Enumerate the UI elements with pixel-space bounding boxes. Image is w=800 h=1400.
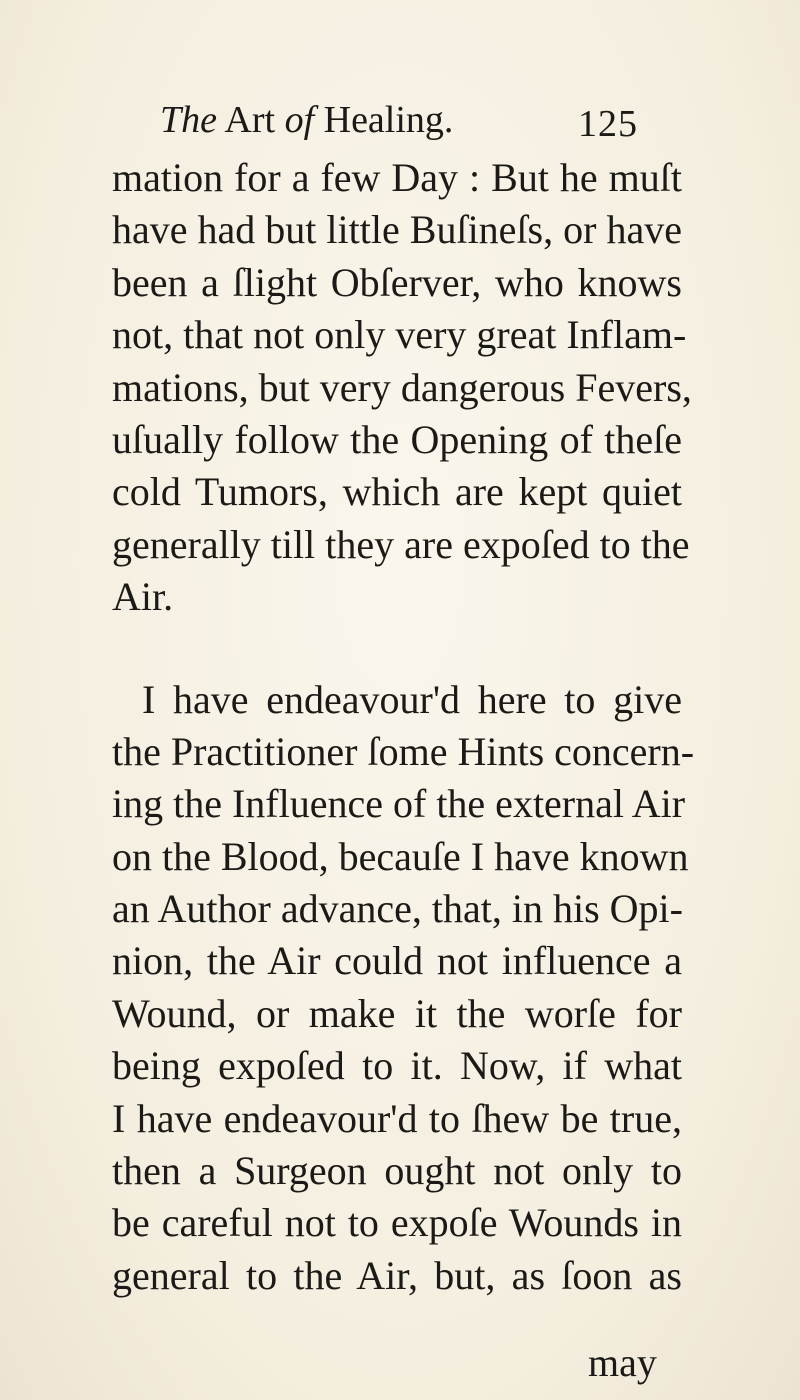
running-title-art: Art: [224, 99, 276, 141]
text-line: uſually follow the Opening of theſe: [112, 416, 682, 462]
body-text: [112, 152, 695, 1302]
text-line: generally till they are expoſed to the: [112, 521, 690, 567]
running-title-the: The: [160, 99, 217, 141]
running-header: [160, 98, 660, 150]
text-line: the Practitioner ſome Hints concern-: [112, 728, 695, 774]
text-line: nion, the Air could not influence a: [112, 938, 682, 984]
running-title: [160, 98, 453, 142]
text-line: be careful not to expoſe Wounds in: [112, 1200, 682, 1246]
paragraph-1: [112, 152, 692, 624]
text-line: not, that not only very great Inflam-: [112, 312, 687, 358]
text-line: on the Blood, becauſe I have known: [112, 833, 689, 879]
text-line: mations, but very dangerous Fevers,: [112, 364, 692, 410]
text-line: been a ſlight Obſerver, who knows: [112, 259, 682, 305]
paragraph-gap: [112, 624, 682, 674]
text-line: cold Tumors, which are kept quiet: [112, 469, 682, 515]
running-title-of: of: [284, 99, 315, 141]
text-line: general to the Air, but, as ſoon as: [112, 1252, 682, 1298]
text-line: I have endeavour'd to ſhew be true,: [112, 1095, 682, 1141]
text-line: an Author advance, that, in his Opi-: [112, 886, 683, 932]
text-line: Wound, or make it the worſe for: [112, 990, 682, 1036]
catchword: may: [588, 1340, 657, 1385]
paragraph-2: [112, 674, 695, 1303]
text-line: Air.: [112, 574, 174, 620]
text-line: ing the Influence of the external Air: [112, 781, 686, 827]
text-line: have had but little Buſineſs, or have: [112, 207, 682, 253]
text-line: then a Surgeon ought not only to: [112, 1148, 682, 1194]
page-number: 125: [578, 103, 638, 145]
text-line: mation for a few Day : But he muſt: [112, 155, 682, 200]
text-line: being expoſed to it. Now, if what: [112, 1043, 682, 1089]
running-title-healing: Healing.: [323, 99, 454, 141]
text-line: I have endeavour'd here to give: [142, 676, 682, 722]
